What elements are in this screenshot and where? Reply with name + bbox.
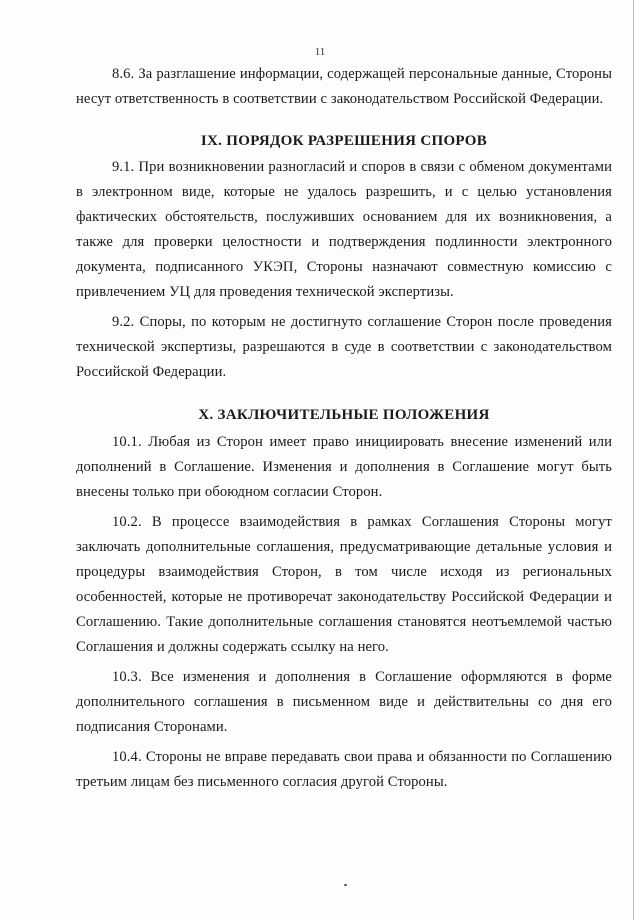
paragraph-10-3: 10.3. Все изменения и дополнения в Соглашение оформляются в форме дополнительного соглашения в письменном виде и действительны со дня его подписания Сторонами. bbox=[76, 669, 612, 735]
page-number: 11 bbox=[314, 46, 326, 58]
document-body bbox=[76, 62, 612, 800]
paragraph-10-2: 10.2. В процессе взаимодействия в рамках Соглашения Стороны могут заключать дополнительные соглашения, предусматривающие детальные условия и процедуры взаимодействия Сторон, в том числе исходя из региональных особенностей, которые не противоречат законодательству Российской Федерации и Соглашению. Такие дополнительные соглашения становятся неотъемлемой частью Соглашения и должны содержать ссылку на него. bbox=[76, 514, 612, 655]
paragraph-10-4: 10.4. Стороны не вправе передавать свои права и обязанности по Соглашению третьим лицам без письменного согласия другой Стороны. bbox=[76, 749, 612, 790]
section-heading-ix: IX. ПОРЯДОК РАЗРЕШЕНИЯ СПОРОВ bbox=[200, 133, 488, 149]
paragraph-9-1: 9.1. При возникновении разногласий и споров в связи с обменом документами в электронном виде, которые не удалось разрешить, и с целью установления фактических обстоятельств, послуживших основанием для их возникновения, а также для проверки целостности и подтверждения подлинности электронного документа, подписанного УКЭП, Стороны назначают совместную комиссию с привлечением УЦ для проведения технической экспертизы. bbox=[76, 159, 612, 300]
paragraph-9-2: 9.2. Споры, по которым не достигнуто соглашение Сторон после проведения технической экспертизы, разрешаются в суде в соответствии с законодательством Российской Федерации. bbox=[76, 314, 612, 380]
paragraph-10-1: 10.1. Любая из Сторон имеет право инициировать внесение изменений или дополнений в Соглашение. Изменения и дополнения в Соглашение могут быть внесены только при обоюдном согласии Сторон. bbox=[76, 434, 612, 500]
section-heading-x: X. ЗАКЛЮЧИТЕЛЬНЫЕ ПОЛОЖЕНИЯ bbox=[198, 407, 490, 423]
scan-edge bbox=[633, 0, 634, 920]
scan-speck bbox=[344, 884, 347, 886]
paragraph-8-6: 8.6. За разглашение информации, содержащей персональные данные, Стороны несут ответственность в соответствии с законодательством Российской Федерации. bbox=[76, 66, 612, 107]
